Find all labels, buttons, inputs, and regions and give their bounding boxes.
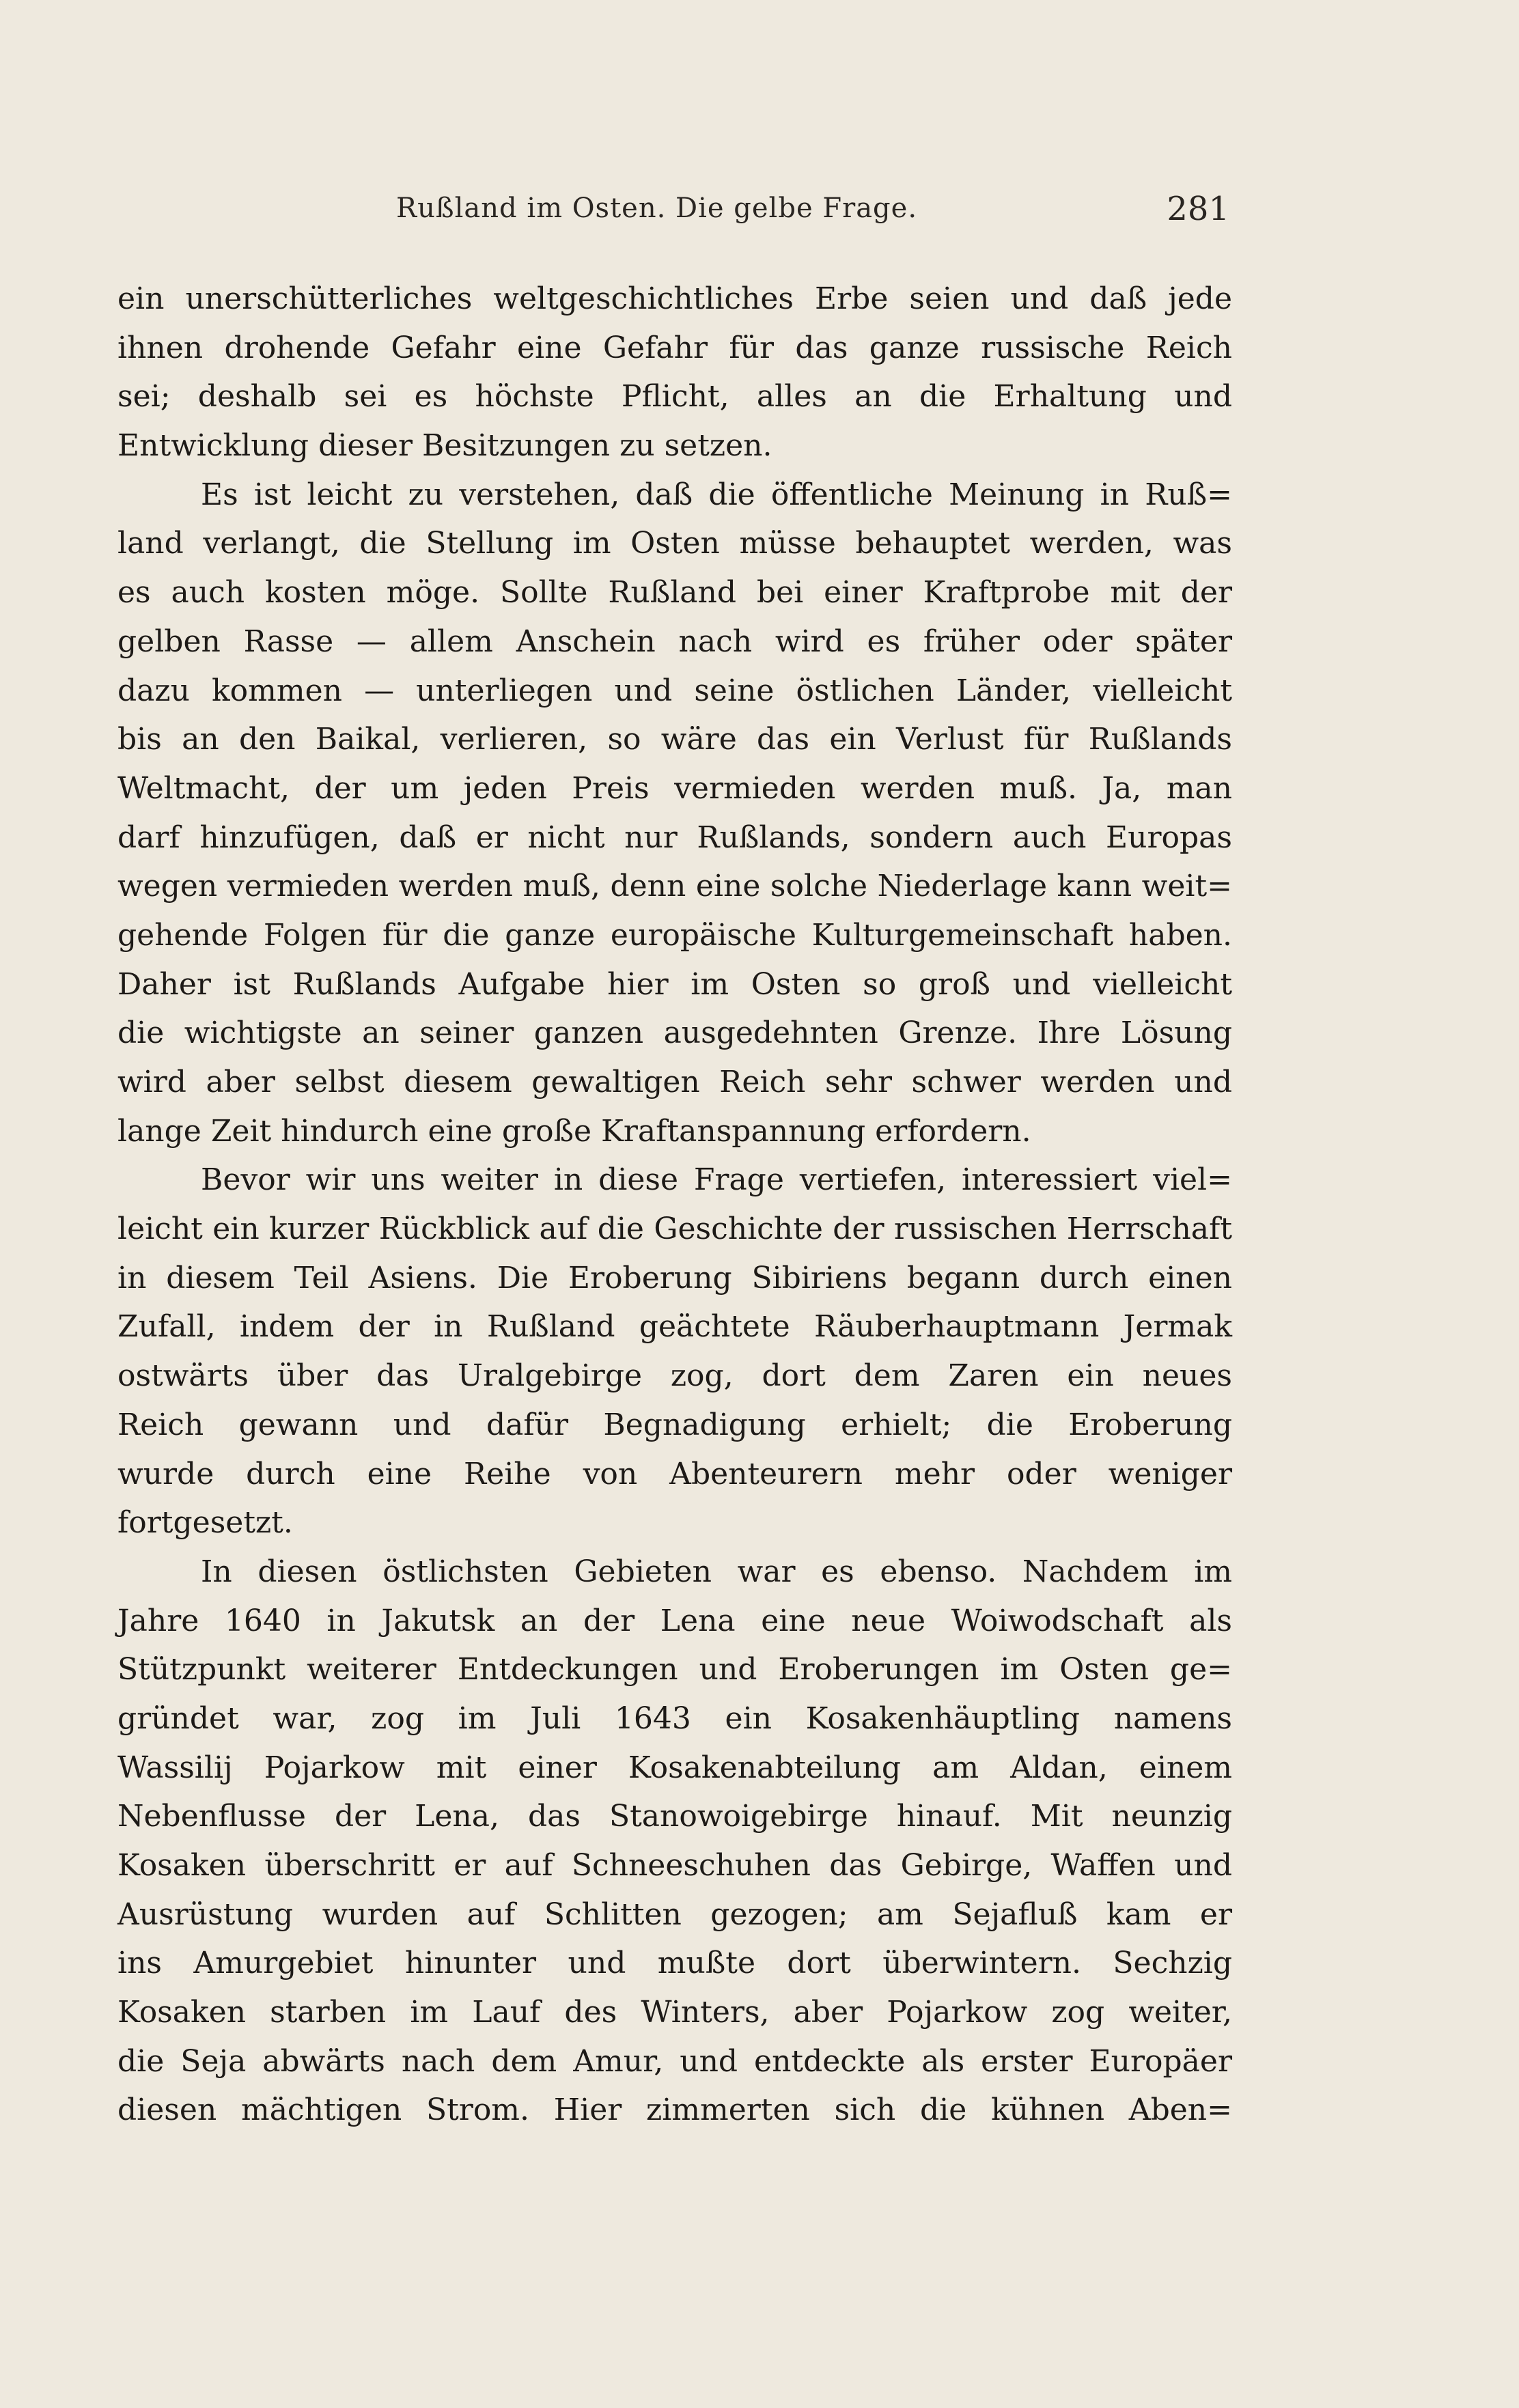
text-line: Stützpunkt weiterer Entdeckungen und Eroberungen im Osten ge= (117, 1652, 1232, 1688)
text-line: Kosaken starben im Lauf des Winters, aber Pojarkow zog weiter, (117, 1995, 1232, 2030)
text-line: dazu kommen — unterliegen und seine östlichen Länder, vielleicht (117, 673, 1232, 708)
text-line: darf hinzufügen, daß er nicht nur Rußlands, sondern auch Europas (117, 820, 1232, 855)
text-line: Nebenflusse der Lena, das Stanowoigebirge hinauf. Mit neunzig (117, 1799, 1232, 1834)
text-line: ein unerschütterliches weltgeschichtliches Erbe seien und daß jede (117, 281, 1232, 316)
text-line: Zufall, indem der in Rußland geächtete Räuberhauptmann Jermak (117, 1309, 1232, 1345)
text-line: diesen mächtigen Strom. Hier zimmerten sich die kühnen Aben= (117, 2092, 1232, 2128)
text-line: leicht ein kurzer Rückblick auf die Geschichte der russischen Herrschaft (117, 1212, 1232, 1247)
text-line: gehende Folgen für die ganze europäische Kulturgemeinschaft haben. (117, 917, 1232, 953)
text-line: in diesem Teil Asiens. Die Eroberung Sibiriens begann durch einen (117, 1260, 1232, 1296)
running-title: Rußland im Osten. Die gelbe Frage. (396, 193, 918, 224)
text-line: es auch kosten möge. Sollte Rußland bei einer Kraftprobe mit der (117, 575, 1232, 611)
body-text (117, 275, 1232, 2135)
text-line: ins Amurgebiet hinunter und mußte dort überwintern. Sechzig (117, 1946, 1232, 1981)
text-line: land verlangt, die Stellung im Osten müsse behauptet werden, was (117, 526, 1232, 561)
text-line: ostwärts über das Uralgebirge zog, dort dem Zaren ein neues (117, 1358, 1232, 1394)
text-line: die Seja abwärts nach dem Amur, und entdeckte als erster Europäer (117, 2043, 1232, 2079)
text-line: wird aber selbst diesem gewaltigen Reich sehr schwer werden und (117, 1065, 1232, 1100)
text-line: lange Zeit hindurch eine große Kraftanspannung erfordern. (117, 1113, 1031, 1149)
text-line: Reich gewann und dafür Begnadigung erhielt; die Eroberung (117, 1407, 1232, 1442)
text-line: wegen vermieden werden muß, denn eine solche Niederlage kann weit= (117, 869, 1232, 904)
text-line: fortgesetzt. (117, 1505, 293, 1541)
text-line: In diesen östlichsten Gebieten war es ebenso. Nachdem im (201, 1554, 1232, 1589)
text-line: sei; deshalb sei es höchste Pflicht, alles an die Erhaltung und (117, 379, 1232, 415)
text-line: Es ist leicht zu verstehen, daß die öffentliche Meinung in Ruß= (201, 477, 1232, 512)
text-line: Kosaken überschritt er auf Schneeschuhen das Gebirge, Waffen und (117, 1848, 1232, 1883)
text-line: bis an den Baikal, verlieren, so wäre das ein Verlust für Rußlands (117, 722, 1232, 757)
text-line: Bevor wir uns weiter in diese Frage vertiefen, interessiert viel= (201, 1162, 1232, 1198)
text-line: Entwicklung dieser Besitzungen zu setzen. (117, 428, 772, 464)
text-line: Weltmacht, der um jeden Preis vermieden werden muß. Ja, man (117, 770, 1232, 806)
text-line: Ausrüstung wurden auf Schlitten gezogen; am Sejafluß kam er (117, 1896, 1232, 1932)
text-line: ihnen drohende Gefahr eine Gefahr für das ganze russische Reich (117, 330, 1232, 365)
text-line: gelben Rasse — allem Anschein nach wird es früher oder später (117, 624, 1232, 659)
text-line: Jahre 1640 in Jakutsk an der Lena eine neue Woiwodschaft als (117, 1603, 1232, 1638)
page-number: 281 (1167, 190, 1229, 228)
text-line: gründet war, zog im Juli 1643 ein Kosakenhäuptling namens (117, 1700, 1232, 1736)
text-line: wurde durch eine Reihe von Abenteurern mehr oder weniger (117, 1456, 1232, 1492)
running-head (123, 190, 1229, 238)
text-line: die wichtigste an seiner ganzen ausgedehnten Grenze. Ihre Lösung (117, 1016, 1232, 1051)
text-line: Wassilij Pojarkow mit einer Kosakenabteilung am Aldan, einem (117, 1750, 1232, 1785)
text-line: Daher ist Rußlands Aufgabe hier im Osten so groß und vielleicht (117, 966, 1232, 1002)
